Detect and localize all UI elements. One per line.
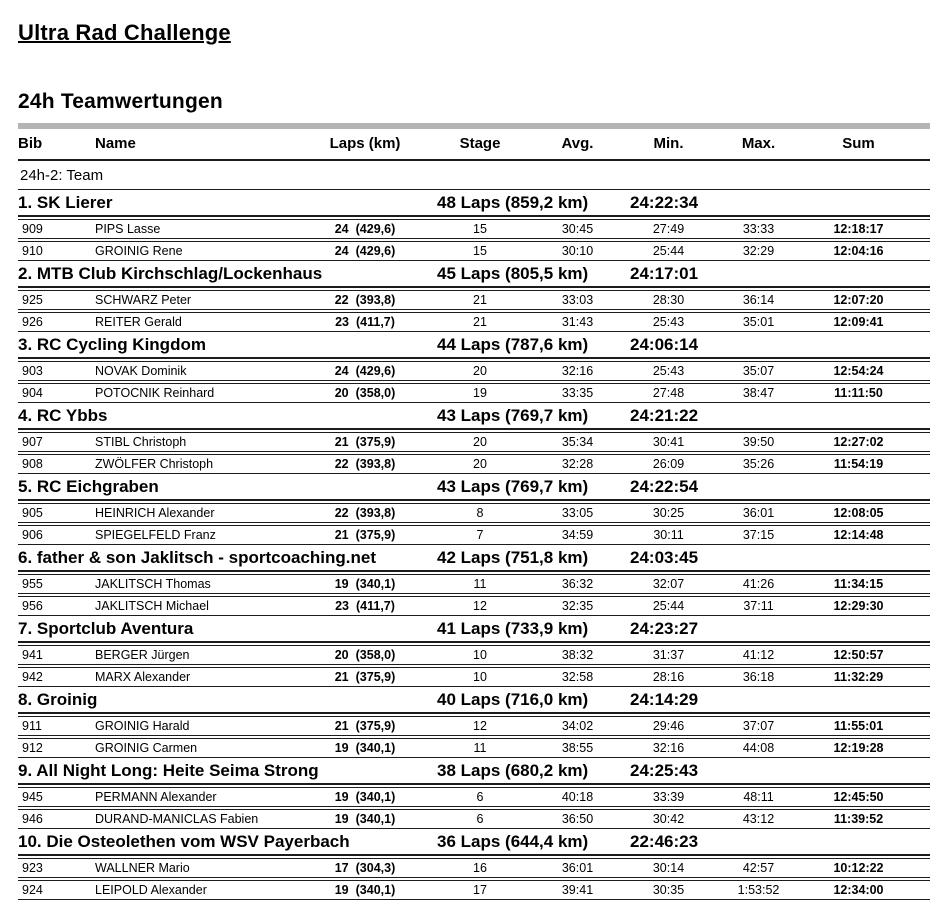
rider-laps: [300, 790, 430, 804]
rider-laps: [300, 883, 430, 897]
col-header-avg: Avg.: [561, 135, 594, 152]
rider-lap-count: 22: [334, 293, 349, 307]
team-header: [18, 403, 930, 430]
rider-bib: 904: [22, 386, 43, 400]
rider-min: 30:14: [652, 861, 685, 875]
rider-avg: 39:41: [561, 883, 594, 897]
rider-laps: [300, 244, 430, 258]
rider-sum: 11:34:15: [833, 577, 884, 591]
rider-name: JAKLITSCH Thomas: [95, 577, 211, 591]
rider-km: (375,9): [355, 528, 396, 542]
rider-row: [18, 241, 930, 261]
rider-name: NOVAK Dominik: [95, 364, 187, 378]
rider-min: 30:41: [652, 435, 685, 449]
rider-name: PIPS Lasse: [95, 222, 161, 236]
col-header-min: Min.: [653, 135, 684, 152]
rider-min: 29:46: [652, 719, 685, 733]
rider-stage: 11: [473, 741, 487, 755]
rider-max: 43:12: [742, 812, 775, 826]
team-rank-name: 8. Groinig: [18, 690, 98, 709]
rider-km: (429,6): [355, 244, 396, 258]
rider-sum: 12:54:24: [833, 364, 884, 378]
team-rank-name: 5. RC Eichgraben: [18, 477, 159, 496]
rider-row: [18, 361, 930, 381]
rider-name: LEIPOLD Alexander: [95, 883, 207, 897]
rider-bib: 941: [22, 648, 43, 662]
rider-lap-count: 19: [334, 790, 349, 804]
rider-row: [18, 503, 930, 523]
rider-laps: [300, 386, 430, 400]
rider-min: 27:49: [652, 222, 685, 236]
rider-lap-count: 24: [334, 364, 349, 378]
rider-avg: 33:03: [561, 293, 594, 307]
rider-bib: 912: [22, 741, 43, 755]
rider-avg: 38:32: [561, 648, 594, 662]
rider-row: [18, 574, 930, 594]
rider-max: 38:47: [742, 386, 775, 400]
team-header: [18, 474, 930, 501]
team-laps-summary: 38 Laps (680,2 km): [437, 761, 589, 780]
rider-min: 30:25: [652, 506, 685, 520]
rider-row: [18, 667, 930, 687]
team-header: [18, 758, 930, 785]
rider-name: GROINIG Rene: [95, 244, 183, 258]
rider-bib: 942: [22, 670, 43, 684]
rider-sum: 12:34:00: [833, 883, 884, 897]
rider-max: 33:33: [742, 222, 775, 236]
rider-km: (411,7): [355, 315, 395, 329]
col-header-name: Name: [95, 135, 136, 152]
rider-avg: 33:05: [561, 506, 594, 520]
rider-avg: 36:50: [561, 812, 594, 826]
team-header: [18, 332, 930, 359]
rider-km: (375,9): [355, 719, 396, 733]
team-total-time: 24:22:54: [630, 477, 699, 496]
team-total-time: 22:46:23: [630, 832, 699, 851]
rider-bib: 925: [22, 293, 43, 307]
rider-stage: 12: [473, 719, 487, 733]
rider-stage: 21: [473, 315, 487, 329]
rider-stage: 10: [473, 648, 487, 662]
rider-stage: 12: [473, 599, 487, 613]
rider-lap-count: 17: [334, 861, 349, 875]
rider-km: (411,7): [355, 599, 395, 613]
rider-laps: [300, 506, 430, 520]
rider-sum: 12:18:17: [833, 222, 884, 236]
team-block: [18, 332, 930, 403]
rider-name: HEINRICH Alexander: [95, 506, 215, 520]
rider-lap-count: 19: [334, 577, 349, 591]
team-rank-name: 1. SK Lierer: [18, 193, 113, 212]
rider-avg: 40:18: [561, 790, 594, 804]
rider-min: 25:43: [652, 364, 685, 378]
rider-row: [18, 880, 930, 900]
rider-max: 37:07: [742, 719, 775, 733]
team-total-time: 24:14:29: [630, 690, 699, 709]
col-header-stage: Stage: [459, 135, 501, 152]
rider-laps: [300, 648, 430, 662]
team-block: [18, 616, 930, 687]
rider-sum: 11:39:52: [833, 812, 884, 826]
rider-row: [18, 809, 930, 829]
rider-row: [18, 525, 930, 545]
rider-laps: [300, 861, 430, 875]
rider-sum: 11:11:50: [834, 386, 883, 400]
rider-name: JAKLITSCH Michael: [95, 599, 209, 613]
rider-km: (429,6): [355, 364, 396, 378]
rider-row: [18, 858, 930, 878]
rider-sum: 12:29:30: [833, 599, 884, 613]
rider-row: [18, 738, 930, 758]
rider-km: (375,9): [355, 435, 396, 449]
rider-sum: 12:27:02: [833, 435, 884, 449]
rider-stage: 17: [473, 883, 487, 897]
rider-lap-count: 20: [334, 648, 349, 662]
rider-row: [18, 454, 930, 474]
rider-row: [18, 716, 930, 736]
team-block: [18, 474, 930, 545]
rider-max: 1:53:52: [737, 883, 780, 897]
rider-min: 30:42: [652, 812, 685, 826]
rider-km: (358,0): [355, 648, 396, 662]
rider-min: 27:48: [652, 386, 685, 400]
rider-bib: 909: [22, 222, 43, 236]
rider-laps: [300, 599, 430, 613]
team-laps-summary: 36 Laps (644,4 km): [437, 832, 589, 851]
rider-name: SCHWARZ Peter: [95, 293, 192, 307]
column-header-row: [18, 129, 930, 161]
rider-lap-count: 21: [334, 435, 349, 449]
rider-lap-count: 20: [334, 386, 349, 400]
rider-avg: 30:45: [561, 222, 594, 236]
rider-km: (304,3): [355, 861, 396, 875]
rider-stage: 6: [476, 790, 484, 804]
rider-lap-count: 21: [334, 528, 349, 542]
rider-sum: 11:55:01: [833, 719, 884, 733]
rider-min: 30:35: [652, 883, 685, 897]
team-rank-name: 4. RC Ybbs: [18, 406, 108, 425]
rider-km: (429,6): [355, 222, 396, 236]
team-block: [18, 545, 930, 616]
team-rank-name: 9. All Night Long: Heite Seima Strong: [18, 761, 319, 780]
rider-bib: 905: [22, 506, 43, 520]
rider-lap-count: 19: [334, 812, 349, 826]
rider-km: (375,9): [355, 670, 396, 684]
rider-row: [18, 383, 930, 403]
rider-laps: [300, 364, 430, 378]
rider-row: [18, 290, 930, 310]
team-block: [18, 829, 930, 900]
rider-stage: 16: [473, 861, 487, 875]
col-header-bib: Bib: [18, 135, 43, 152]
rider-km: (340,1): [355, 812, 396, 826]
rider-laps: [300, 670, 430, 684]
rider-name: POTOCNIK Reinhard: [95, 386, 215, 400]
rider-stage: 7: [476, 528, 484, 542]
rider-bib: 903: [22, 364, 43, 378]
rider-bib: 907: [22, 435, 43, 449]
team-standings: [18, 190, 930, 900]
team-laps-summary: 44 Laps (787,6 km): [437, 335, 589, 354]
rider-lap-count: 19: [334, 741, 349, 755]
report-heading: 24h Teamwertungen: [18, 90, 223, 113]
team-block: [18, 403, 930, 474]
rider-bib: 955: [22, 577, 43, 591]
rider-laps: [300, 222, 430, 236]
rider-bib: 926: [22, 315, 43, 329]
rider-laps: [300, 577, 430, 591]
rider-sum: 12:09:41: [833, 315, 884, 329]
rider-name: STIBL Christoph: [95, 435, 187, 449]
col-header-sum: Sum: [842, 135, 875, 152]
rider-name: WALLNER Mario: [95, 861, 190, 875]
rider-min: 25:43: [652, 315, 685, 329]
rider-avg: 35:34: [561, 435, 594, 449]
rider-lap-count: 23: [335, 599, 349, 613]
rider-max: 37:11: [743, 599, 774, 613]
rider-min: 28:30: [652, 293, 685, 307]
rider-name: GROINIG Harald: [95, 719, 190, 733]
rider-sum: 12:04:16: [833, 244, 884, 258]
team-rank-name: 7. Sportclub Aventura: [18, 619, 194, 638]
rider-bib: 945: [22, 790, 43, 804]
rider-stage: 10: [473, 670, 487, 684]
team-total-time: 24:22:34: [630, 193, 699, 212]
rider-max: 32:29: [742, 244, 775, 258]
team-rank-name: 10. Die Osteolethen vom WSV Payerbach: [18, 832, 350, 851]
team-rank-name: 6. father & son Jaklitsch - sportcoaching.net: [18, 548, 377, 567]
rider-min: 28:16: [652, 670, 685, 684]
rider-max: 41:26: [742, 577, 775, 591]
rider-avg: 32:35: [561, 599, 594, 613]
section-label: 24h-2: Team: [18, 161, 930, 190]
rider-stage: 15: [473, 222, 487, 236]
rider-avg: 36:01: [561, 861, 594, 875]
rider-bib: 911: [22, 719, 42, 733]
rider-bib: 946: [22, 812, 43, 826]
rider-bib: 924: [22, 883, 43, 897]
rider-avg: 34:02: [561, 719, 594, 733]
rider-name: MARX Alexander: [95, 670, 191, 684]
team-header: [18, 190, 930, 217]
team-header: [18, 545, 930, 572]
rider-sum: 12:08:05: [833, 506, 884, 520]
rider-row: [18, 432, 930, 452]
rider-row: [18, 787, 930, 807]
rider-avg: 32:58: [561, 670, 594, 684]
rider-name: REITER Gerald: [95, 315, 182, 329]
rider-laps: [300, 812, 430, 826]
rider-max: 36:18: [742, 670, 775, 684]
rider-stage: 20: [473, 457, 487, 471]
rider-lap-count: 24: [334, 222, 349, 236]
rider-name: PERMANN Alexander: [95, 790, 217, 804]
rider-min: 33:39: [652, 790, 685, 804]
rider-km: (340,1): [355, 790, 396, 804]
rider-row: [18, 219, 930, 239]
rider-row: [18, 596, 930, 616]
rider-sum: 10:12:22: [833, 861, 884, 875]
rider-min: 25:44: [652, 599, 685, 613]
rider-sum: 12:50:57: [833, 648, 884, 662]
team-total-time: 24:23:27: [630, 619, 699, 638]
rider-lap-count: 19: [334, 883, 349, 897]
rider-min: 31:37: [652, 648, 685, 662]
rider-min: 26:09: [652, 457, 685, 471]
team-header: [18, 616, 930, 643]
col-header-max: Max.: [741, 135, 776, 152]
rider-name: ZWÖLFER Christoph: [95, 457, 214, 471]
rider-lap-count: 22: [334, 457, 349, 471]
rider-km: (340,1): [355, 741, 396, 755]
rider-laps: [300, 293, 430, 307]
team-laps-summary: 45 Laps (805,5 km): [437, 264, 589, 283]
rider-stage: 20: [473, 435, 487, 449]
rider-max: 35:07: [742, 364, 775, 378]
rider-laps: [300, 457, 430, 471]
rider-laps: [300, 528, 430, 542]
rider-row: [18, 312, 930, 332]
rider-stage: 8: [476, 506, 484, 520]
team-laps-summary: 48 Laps (859,2 km): [437, 193, 589, 212]
rider-stage: 11: [473, 577, 487, 591]
team-laps-summary: 42 Laps (751,8 km): [437, 548, 589, 567]
team-header: [18, 687, 930, 714]
rider-max: 41:12: [742, 648, 775, 662]
team-laps-summary: 40 Laps (716,0 km): [437, 690, 589, 709]
rider-km: (393,8): [355, 293, 396, 307]
rider-min: 30:11: [653, 528, 684, 542]
team-total-time: 24:17:01: [630, 264, 699, 283]
rider-avg: 30:10: [561, 244, 594, 258]
team-laps-summary: 43 Laps (769,7 km): [437, 477, 589, 496]
team-header: [18, 261, 930, 288]
rider-sum: 12:14:48: [833, 528, 884, 542]
col-header-laps: Laps (km): [329, 135, 401, 152]
rider-stage: 19: [473, 386, 487, 400]
rider-km: (393,8): [355, 506, 396, 520]
rider-sum: 12:45:50: [833, 790, 884, 804]
rider-min: 32:16: [652, 741, 685, 755]
rider-avg: 38:55: [561, 741, 594, 755]
team-block: [18, 687, 930, 758]
rider-name: SPIEGELFELD Franz: [95, 528, 216, 542]
rider-avg: 33:35: [561, 386, 594, 400]
team-total-time: 24:25:43: [630, 761, 699, 780]
rider-bib: 956: [22, 599, 43, 613]
team-total-time: 24:21:22: [630, 406, 699, 425]
rider-lap-count: 21: [334, 719, 349, 733]
rider-bib: 908: [22, 457, 43, 471]
rider-name: DURAND-MANICLAS Fabien: [95, 812, 259, 826]
rider-lap-count: 21: [334, 670, 349, 684]
rider-avg: 34:59: [561, 528, 594, 542]
rider-avg: 32:16: [561, 364, 594, 378]
rider-lap-count: 23: [335, 315, 349, 329]
rider-max: 36:01: [742, 506, 775, 520]
rider-sum: 12:07:20: [833, 293, 884, 307]
team-laps-summary: 43 Laps (769,7 km): [437, 406, 589, 425]
rider-laps: [300, 435, 430, 449]
rider-stage: 20: [473, 364, 487, 378]
rider-bib: 923: [22, 861, 43, 875]
rider-max: 42:57: [742, 861, 775, 875]
team-rank-name: 2. MTB Club Kirchschlag/Lockenhaus: [18, 264, 323, 283]
rider-name: BERGER Jürgen: [95, 648, 190, 662]
team-total-time: 24:06:14: [630, 335, 699, 354]
team-block: [18, 758, 930, 829]
rider-max: 37:15: [742, 528, 775, 542]
rider-km: (358,0): [355, 386, 396, 400]
rider-stage: 21: [473, 293, 487, 307]
rider-sum: 12:19:28: [833, 741, 884, 755]
team-block: [18, 190, 930, 261]
rider-km: (340,1): [355, 883, 396, 897]
rider-km: (393,8): [355, 457, 396, 471]
rider-row: [18, 645, 930, 665]
rider-sum: 11:32:29: [833, 670, 884, 684]
rider-max: 44:08: [742, 741, 775, 755]
team-laps-summary: 41 Laps (733,9 km): [437, 619, 589, 638]
rider-stage: 6: [476, 812, 484, 826]
team-block: [18, 261, 930, 332]
rider-name: GROINIG Carmen: [95, 741, 198, 755]
rider-max: 48:11: [743, 790, 774, 804]
team-header: [18, 829, 930, 856]
rider-lap-count: 24: [334, 244, 349, 258]
rider-min: 32:07: [652, 577, 685, 591]
rider-max: 36:14: [742, 293, 775, 307]
rider-lap-count: 22: [334, 506, 349, 520]
report-title: Ultra Rad Challenge: [18, 20, 231, 45]
rider-min: 25:44: [652, 244, 685, 258]
rider-avg: 36:32: [561, 577, 594, 591]
team-rank-name: 3. RC Cycling Kingdom: [18, 335, 206, 354]
rider-sum: 11:54:19: [833, 457, 884, 471]
team-total-time: 24:03:45: [630, 548, 699, 567]
rider-laps: [300, 315, 430, 329]
rider-max: 35:01: [742, 315, 775, 329]
rider-bib: 906: [22, 528, 43, 542]
rider-bib: 910: [22, 244, 43, 258]
rider-laps: [300, 741, 430, 755]
rider-avg: 32:28: [561, 457, 594, 471]
rider-max: 35:26: [742, 457, 775, 471]
rider-laps: [300, 719, 430, 733]
rider-stage: 15: [473, 244, 487, 258]
rider-km: (340,1): [355, 577, 396, 591]
rider-max: 39:50: [742, 435, 775, 449]
rider-avg: 31:43: [561, 315, 594, 329]
